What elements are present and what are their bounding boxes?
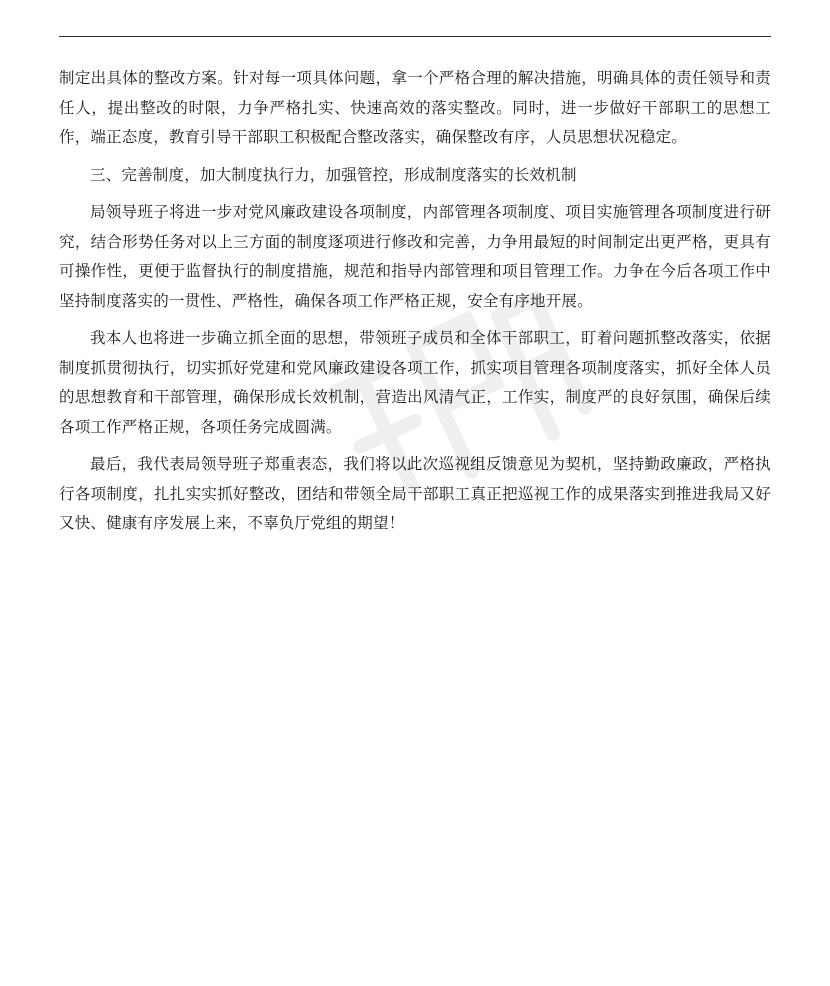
paragraph-2: 局领导班子将进一步对党风廉政建设各项制度，内部管理各项制度、项目实施管理各项制度进行研究，结合形势任务对以上三方面的制度逐项进行修改和完善，力争用最短的时间制定出更严格，更具有可操作性，更便于监督执行的制度措施，规范和指导内部管理和项目管理工作。力争在今后各项工作中坚持制度落实的一贯性、严格性，确保各项工作严格正规，安全有序地开展。 (59, 203, 771, 310)
paragraph-3: 我本人也将进一步确立抓全面的思想，带领班子成员和全体干部职工，盯着问题抓整改落实，依据制度抓贯彻执行，切实抓好党建和党风廉政建设各项工作，抓实项目管理各项制度落实，抓好全体人员的思想教育和干部管理，确保形成长效机制，营造出风清气正，工作实，制度严的良好氛围，确保后续各项工作严格正规，各项任务完成圆满。 (59, 329, 771, 436)
section-heading-3: 三、完善制度，加大制度执行力，加强管控，形成制度落实的长效机制 (90, 165, 577, 184)
paragraph-4: 最后，我代表局领导班子郑重表态，我们将以此次巡视组反馈意见为契机，坚持勤政廉政，严格执行各项制度，扎扎实实抓好整改，团结和带领全局干部职工真正把巡视工作的成果落实到推进我局又好又快、健康有序发展上来，不辜负厅党组的期望！ (59, 455, 771, 532)
header-rule (59, 36, 771, 37)
paragraph-1: 制定出具体的整改方案。针对每一项具体问题，拿一个严格合理的解决措施，明确具体的责任领导和责任人，提出整改的时限，力争严格扎实、快速高效的落实整改。同时，进一步做好干部职工的思想工作，端正态度，教育引导干部职工积极配合整改落实，确保整改有序，人员思想状况稳定。 (59, 69, 771, 146)
document-body (59, 64, 771, 547)
